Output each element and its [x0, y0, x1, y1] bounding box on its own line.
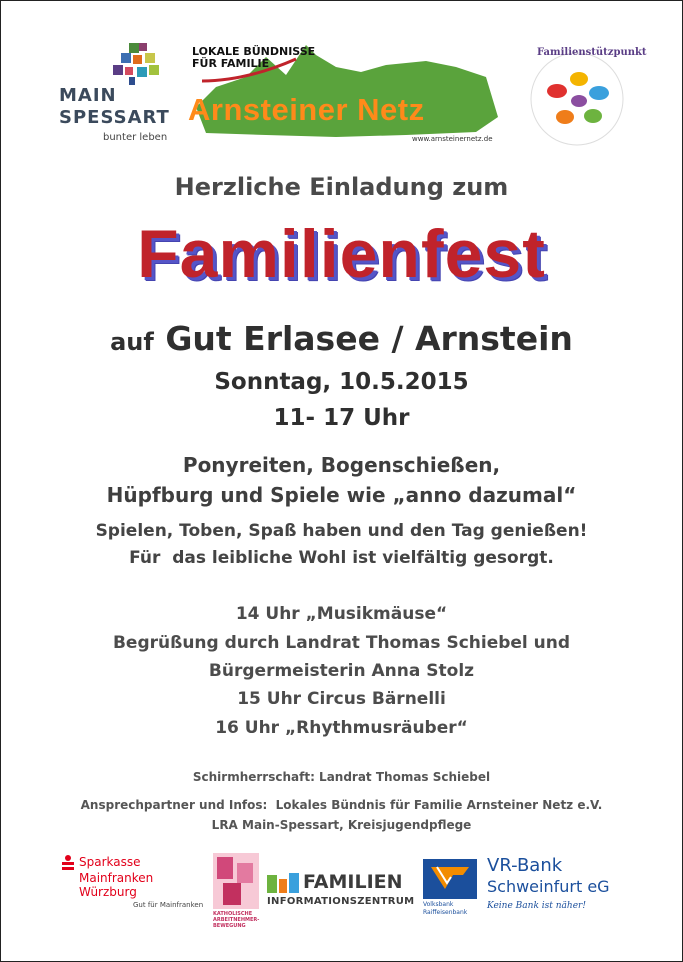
headline: Herzliche Einladung zum	[174, 173, 509, 201]
familienstuetzpunkt-logo	[517, 41, 647, 151]
program-item: 16 Uhr „Rhythmusräuber“	[215, 718, 468, 738]
mosaic-icon	[99, 41, 169, 85]
sparkasse-line1: Sparkasse	[79, 855, 141, 869]
arnsteiner-netz-logo	[186, 37, 501, 149]
kab-logo	[213, 853, 263, 927]
main-spessart-line2: SPESSART	[59, 107, 170, 128]
subtext-line2: Für das leibliche Wohl ist vielfältig gesorgt.	[129, 548, 554, 568]
family-icon	[267, 871, 303, 895]
program-item: 15 Uhr Circus Bärnelli	[237, 689, 446, 709]
lokale-buendnisse-text	[192, 47, 315, 69]
subtext-line1: Spielen, Toben, Spaß haben und den Tag genießen!	[95, 521, 588, 541]
event-time: 11- 17 Uhr	[273, 405, 410, 431]
vr-line1: VR-Bank	[487, 855, 563, 876]
sparkasse-slogan: Gut für Mainfranken	[133, 901, 204, 909]
lokale-buendnisse-line1: LOKALE BÜNDNISSE	[192, 45, 316, 58]
event-location	[1, 319, 682, 358]
arnsteiner-netz-url: www.arnsteinernetz.de	[412, 135, 493, 143]
vr-bank-logo	[423, 853, 633, 923]
kab-letters-icon	[213, 853, 259, 909]
main-spessart-line1: MAIN	[59, 85, 117, 106]
sparkasse-logo	[61, 853, 211, 923]
event-date: Sonntag, 10.5.2015	[214, 369, 469, 395]
program-item: Begrüßung durch Landrat Thomas Schiebel und	[112, 633, 571, 653]
arnsteiner-netz-title: Arnsteiner Netz	[188, 92, 425, 127]
location-name: Gut Erlasee / Arnstein	[165, 319, 573, 358]
location-prefix: auf	[110, 328, 154, 356]
sparkasse-line2: Mainfranken Würzburg	[79, 871, 154, 899]
main-spessart-tagline: bunter leben	[103, 132, 168, 143]
contact-line2: LRA Main-Spessart, Kreisjugendpflege	[211, 818, 472, 832]
patronage: Schirmherrschaft: Landrat Thomas Schiebel	[192, 770, 491, 784]
activities-line1: Ponyreiten, Bogenschießen,	[182, 453, 501, 477]
vr-small2: Raiffeisenbank	[423, 909, 468, 916]
familien-line1: FAMILIEN	[303, 871, 403, 893]
sparkasse-s-icon	[61, 855, 75, 871]
main-spessart-logo	[59, 41, 179, 151]
vr-line2: Schweinfurt eG	[487, 877, 610, 896]
familienstuetzpunkt-text: Familienstützpunkt	[537, 47, 647, 58]
contact-line1: Ansprechpartner und Infos: Lokales Bündnis für Familie Arnsteiner Netz e.V.	[80, 798, 603, 812]
program-item: 14 Uhr „Musikmäuse“	[235, 604, 448, 624]
familien-informationszentrum-logo	[267, 871, 417, 921]
program-item: Bürgermeisterin Anna Stolz	[208, 661, 475, 681]
familien-line2: INFORMATIONSZENTRUM	[267, 896, 415, 907]
vr-small1: Volksbank	[423, 901, 454, 908]
vr-slogan: Keine Bank ist näher!	[487, 901, 586, 911]
lokale-buendnisse-line2: FÜR FAMILIE	[192, 57, 270, 70]
vr-bank-icon	[423, 859, 477, 899]
event-title: Familienfest	[137, 216, 546, 292]
kab-text: KATHOLISCHE ARBEITNEHMER-BEWEGUNG	[213, 911, 260, 929]
activities-line2: Hüpfburg und Spiele wie „anno dazumal“	[106, 483, 577, 507]
